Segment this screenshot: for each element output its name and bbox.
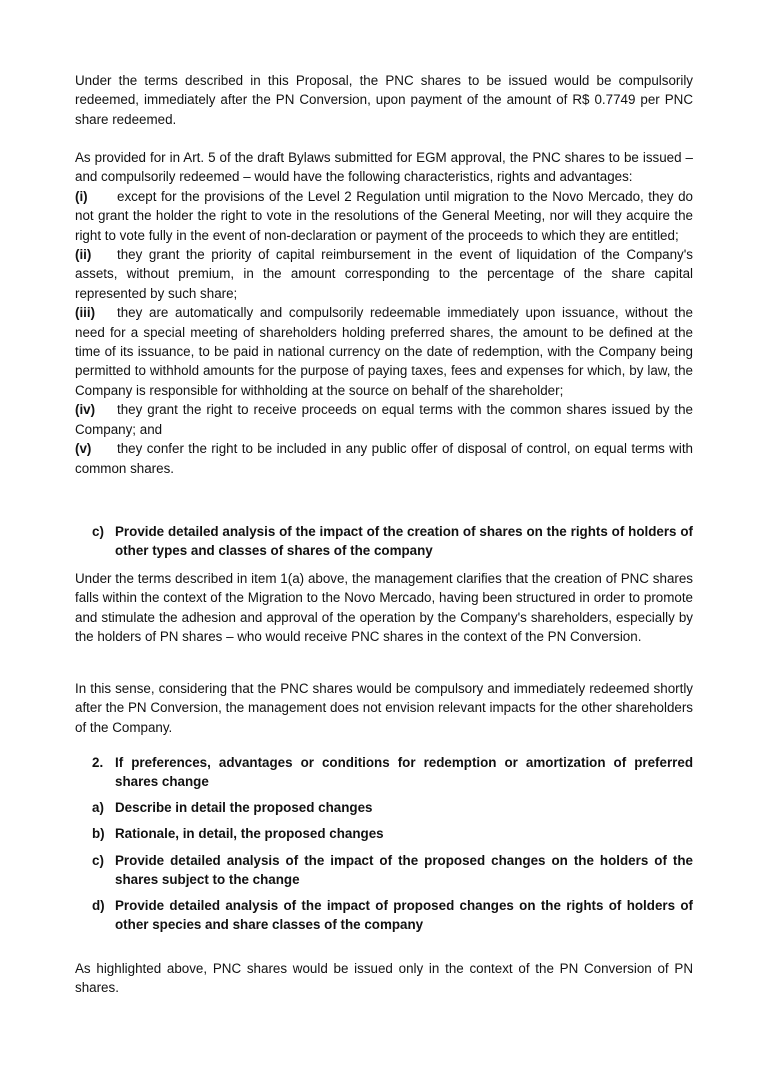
heading-label: c) xyxy=(92,853,104,868)
paragraph-impact: In this sense, considering that the PNC shares would be compulsory and immediately redeemed shortly after the PN Conversion, the management does not envision relevant impacts for the other shareholders of the Company. xyxy=(75,681,693,735)
section-heading xyxy=(92,522,693,561)
heading-text: If preferences, advantages or conditions for redemption or amortization of preferred shares change xyxy=(115,755,693,790)
item-label: (i) xyxy=(75,188,88,204)
heading-label: b) xyxy=(92,826,105,841)
paragraph-intro: As provided for in Art. 5 of the draft Bylaws submitted for EGM approval, the PNC shares to be issued – and compulsorily redeemed – would have the following characteristics, rights and advantages: xyxy=(75,150,693,185)
list-item xyxy=(75,245,693,303)
heading-text: Rationale, in detail, the proposed changes xyxy=(115,826,384,841)
section-heading xyxy=(92,824,693,843)
section-heading xyxy=(92,798,693,817)
item-text: they grant the priority of capital reimbursement in the event of liquidation of the Company's assets, without premium, in the amount corresponding to the percentage of the share capital represented by such share; xyxy=(75,247,693,301)
item-text: they grant the right to receive proceeds on equal terms with the common shares issued by the Company; and xyxy=(75,402,693,437)
heading-label: d) xyxy=(92,898,105,913)
list-item xyxy=(75,400,693,439)
heading-text: Provide detailed analysis of the impact of proposed changes on the rights of holders of other species and share classes of the company xyxy=(115,898,693,933)
item-text: they are automatically and compulsorily redeemable immediately upon issuance, without the need for a special meeting of shareholders holding preferred shares, the amount to be defined at the time of its issuance, to be paid in national currency on the date of redemption, with the Company being permitted to withhold amounts for the purpose of paying taxes, fees and expenses for which, by law, the Company is responsible for withholding at the source on behalf of the shareholder; xyxy=(75,305,693,398)
heading-label: 2. xyxy=(92,755,104,770)
heading-text: Provide detailed analysis of the impact of the creation of shares on the rights of holders of other types and classes of shares of the company xyxy=(115,524,693,559)
section-heading xyxy=(92,753,693,792)
paragraph-characteristics xyxy=(75,148,693,478)
item-text: they confer the right to be included in any public offer of disposal of control, on equal terms with common shares. xyxy=(75,441,693,476)
list-item xyxy=(75,187,693,245)
item-text: except for the provisions of the Level 2 Regulation until migration to the Novo Mercado, they do not grant the holder the right to vote in the resolutions of the General Meeting, nor will they acquire the right to vote fully in the event of non-declaration or payment of the proceeds to which they are entitled; xyxy=(75,188,693,243)
item-label: (iv) xyxy=(75,402,96,418)
heading-label: c) xyxy=(92,524,104,539)
heading-label: a) xyxy=(92,800,104,815)
item-label: (v) xyxy=(75,441,92,457)
list-item xyxy=(75,303,693,400)
item-label: (iii) xyxy=(75,305,96,321)
heading-text: Provide detailed analysis of the impact of the proposed changes on the holders of the shares subject to the change xyxy=(115,853,693,888)
item-label: (ii) xyxy=(75,247,92,263)
paragraph-redemption-terms: Under the terms described in this Proposal, the PNC shares to be issued would be compulsorily redeemed, immediately after the PN Conversion, upon payment of the amount of R$ 0.7749 per PNC share redeemed. xyxy=(75,73,693,127)
heading-text: Describe in detail the proposed changes xyxy=(115,800,373,815)
paragraph-conclusion: As highlighted above, PNC shares would be issued only in the context of the PN Conversion of PN shares. xyxy=(75,961,693,996)
paragraph-management-clarification: Under the terms described in item 1(a) above, the management clarifies that the creation of PNC shares falls within the context of the Migration to the Novo Mercado, having been structured in order to promote and stimulate the adhesion and approval of the operation by the Company's shareholders, especially by the holders of PN shares – who would receive PNC shares in the context of the PN Conversion. xyxy=(75,571,693,645)
section-heading xyxy=(92,851,693,890)
section-heading xyxy=(92,896,693,935)
list-item xyxy=(75,439,693,478)
